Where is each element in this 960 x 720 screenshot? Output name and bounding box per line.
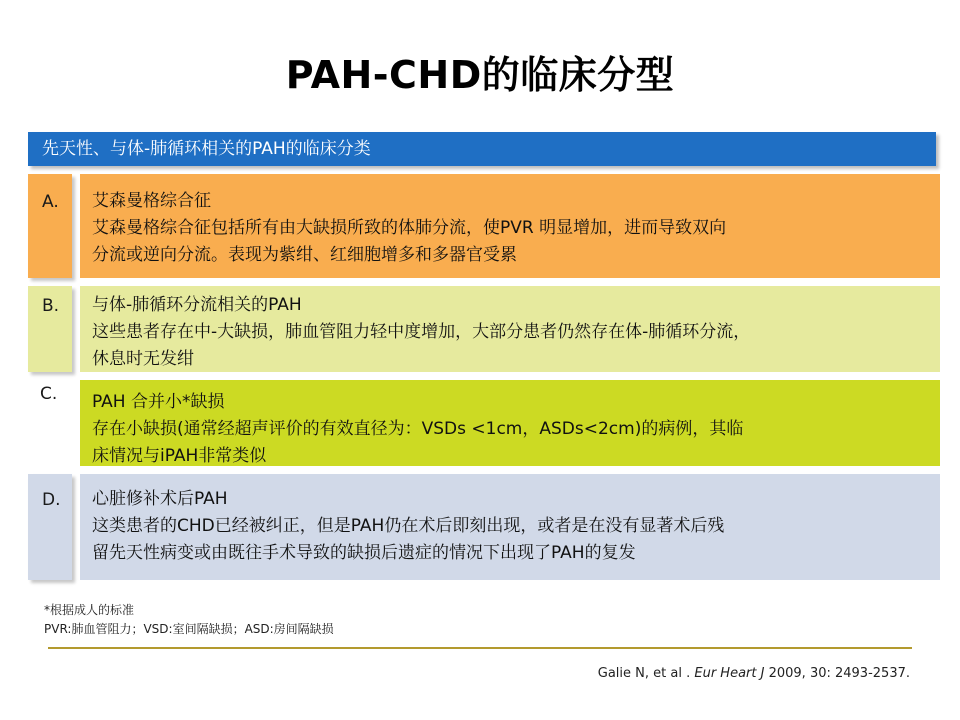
category-content [80, 286, 940, 372]
citation-details: 2009, 30: 2493-2537. [768, 666, 910, 681]
category-letter: B. [42, 296, 60, 316]
citation [598, 666, 910, 681]
category-content [80, 474, 940, 580]
classification-header: 先天性、与体-肺循环相关的PAH的临床分类 [28, 132, 936, 166]
category-row-c [28, 380, 940, 466]
category-letter: C. [40, 384, 58, 404]
category-description-line: 留先天性病变或由既往手术导致的缺损后遗症的情况下出现了PAH的复发 [92, 543, 636, 563]
page-title: PAH-CHD的临床分型 [285, 53, 675, 97]
category-description-line: 这些患者存在中-大缺损，肺血管阻力轻中度增加，大部分患者仍然存在体-肺循环分流， [92, 322, 751, 342]
category-content [80, 174, 940, 278]
category-letter-box [28, 474, 72, 580]
footnote-criteria: *根据成人的标准 [44, 603, 135, 617]
category-letter: D. [42, 490, 61, 510]
category-letter: A. [42, 192, 59, 212]
category-row-a [28, 174, 940, 278]
category-description-line: 床情况与iPAH非常类似 [92, 446, 267, 466]
category-title: PAH 合并小*缺损 [92, 392, 225, 412]
category-row-d [28, 474, 940, 580]
category-description-line: 存在小缺损(通常经超声评价的有效直径为：VSDs <1cm，ASDs<2cm)的病例，其临 [92, 419, 744, 439]
category-row-b [28, 286, 940, 372]
category-content [80, 380, 940, 466]
footer-divider [48, 647, 912, 649]
category-title: 心脏修补术后PAH [92, 489, 228, 509]
category-letter-box [28, 286, 72, 372]
category-description-line: 这类患者的CHD已经被纠正，但是PAH仍在术后即刻出现，或者是在没有显著术后残 [92, 516, 725, 536]
category-title: 与体-肺循环分流相关的PAH [92, 295, 302, 315]
footnote-abbreviations: PVR:肺血管阻力；VSD:室间隔缺损；ASD:房间隔缺损 [44, 622, 334, 636]
category-title: 艾森曼格综合征 [92, 191, 211, 211]
category-description-line: 分流或逆向分流。表现为紫绀、红细胞增多和多器官受累 [92, 245, 517, 265]
citation-journal: Eur Heart J [694, 666, 765, 681]
category-description-line: 休息时无发绀 [92, 349, 194, 369]
category-letter-box [28, 380, 72, 466]
citation-authors: Galie N, et al . [597, 666, 691, 681]
category-description-line: 艾森曼格综合征包括所有由大缺损所致的体肺分流，使PVR 明显增加，进而导致双向 [92, 218, 727, 238]
category-letter-box [28, 174, 72, 278]
